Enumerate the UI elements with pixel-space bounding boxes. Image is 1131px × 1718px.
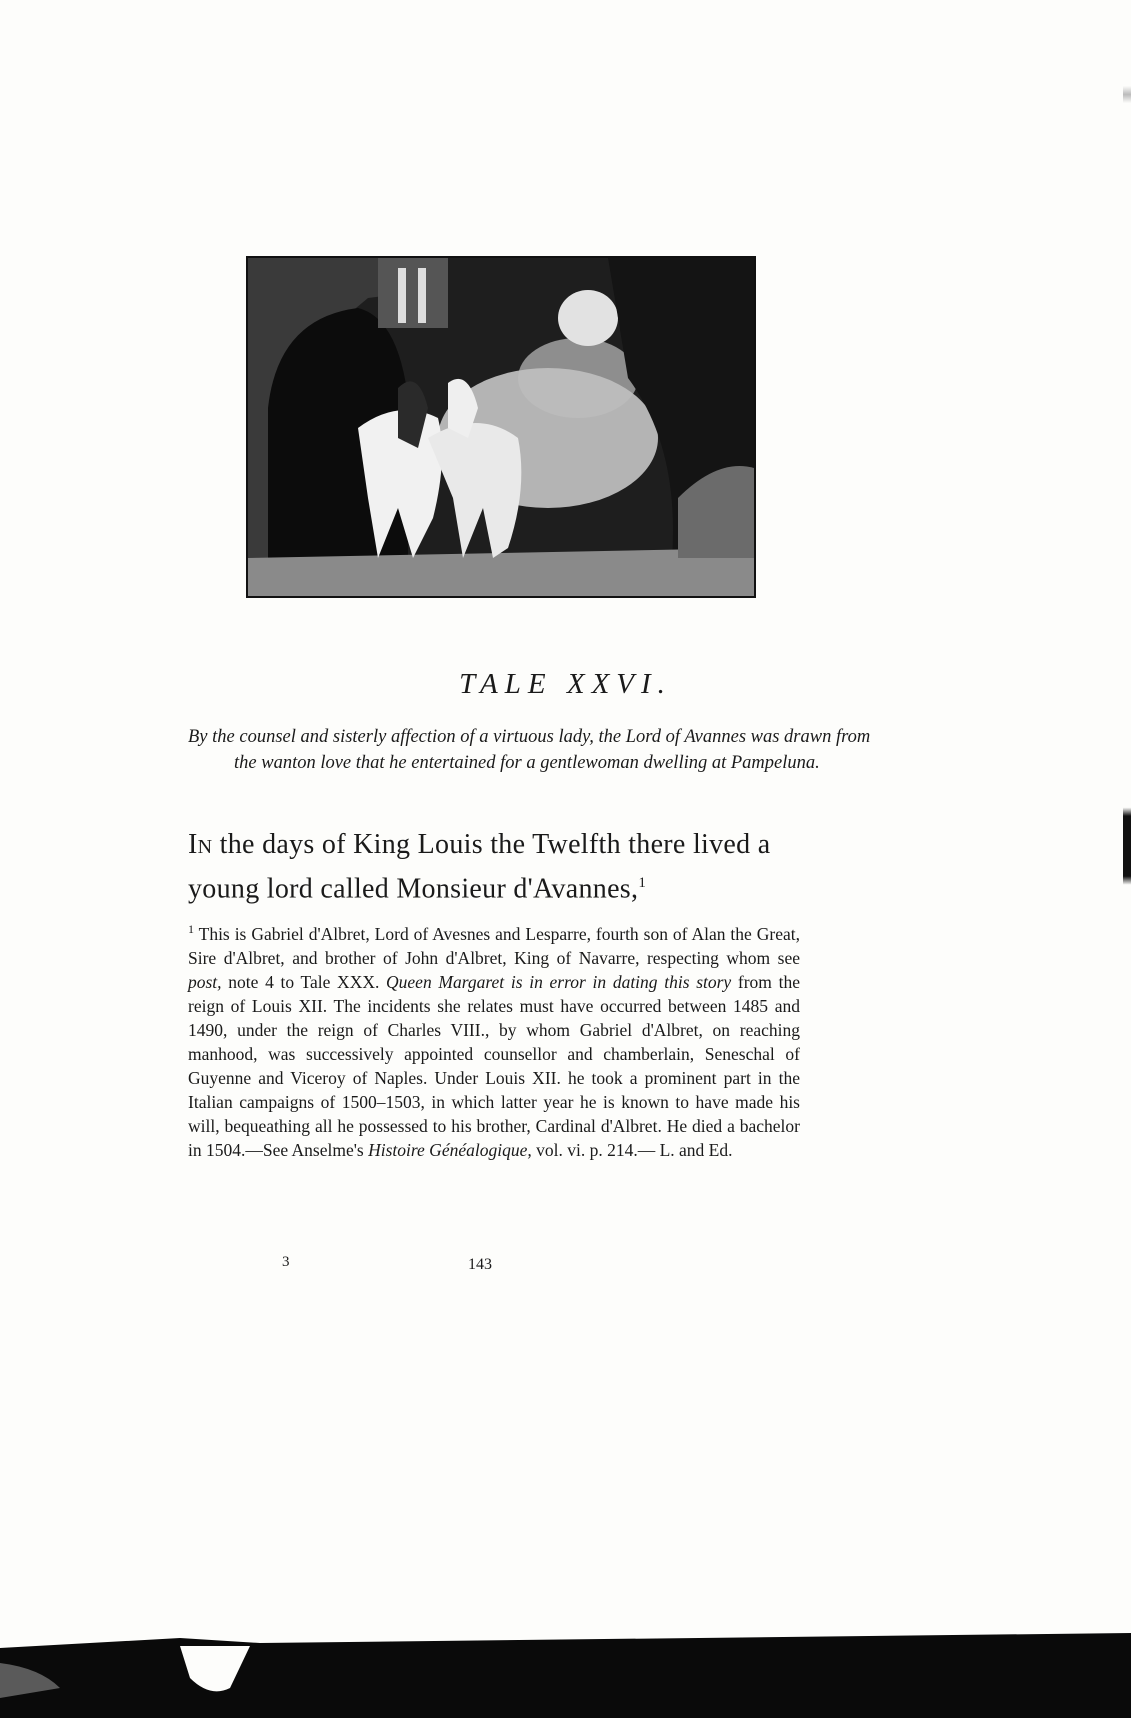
page-number: 143 — [468, 1256, 492, 1273]
footnote-reference: 1 — [638, 875, 647, 891]
opening-text: the days of King Louis the Twelfth there lived a young lord called Monsieur d'Avannes, — [188, 829, 771, 905]
scan-shadow-graphic — [0, 1618, 1131, 1718]
opening-paragraph — [188, 826, 800, 908]
footnote-text-3: from the reign of Louis XII. The incidents she relates must have occurred between 1485 and 1490, under the reign of Charles VIII., by whom Gabriel d'Albret, on reaching manhood, was successively appointed counsellor and chamberlain, Seneschal of Guyenne and Viceroy of Naples. Under Louis XII. he took a prominent part in the Italian campaigns of 1500–1503, in which latter year he is known to have made his will, bequeathing all he possessed to his brother, Cardinal d'Albret. He died a bachelor in 1504.—See Anselme's — [188, 972, 800, 1160]
footnote-text-2: note 4 to Tale XXX. — [221, 972, 387, 992]
signature-mark: 3 — [282, 1254, 290, 1270]
footnote-histoire: Histoire Généalogique, — [368, 1140, 532, 1160]
scan-edge-bottom — [0, 1618, 1131, 1718]
tale-title: TALE XXVI. — [459, 668, 672, 700]
footnote-post: post, — [188, 972, 222, 992]
footnote — [188, 922, 800, 1162]
tale-argument: By the counsel and sisterly affection of a virtuous lady, the Lord of Avannes was drawn from the wanton love that he entertained for a gentlewoman dwelling at Pampeluna. — [188, 727, 871, 773]
footnote-mark: 1 — [188, 922, 194, 937]
tale-illustration — [246, 256, 756, 598]
scan-edge-right — [1123, 0, 1131, 1718]
footnote-queen: Queen Margaret is in error in dating this story — [386, 972, 732, 992]
footnote-text-1: This is Gabriel d'Albret, Lord of Avesnes and Lesparre, fourth son of Alan the Great, Sire d'Albret, and brother of John d'Albret, King of Navarre, respecting whom see — [188, 924, 800, 968]
engraving-horsemen-scene — [248, 258, 754, 596]
drop-initial-word: In — [188, 829, 213, 860]
footnote-text-4: vol. vi. p. 214.— L. and Ed. — [531, 1140, 733, 1160]
